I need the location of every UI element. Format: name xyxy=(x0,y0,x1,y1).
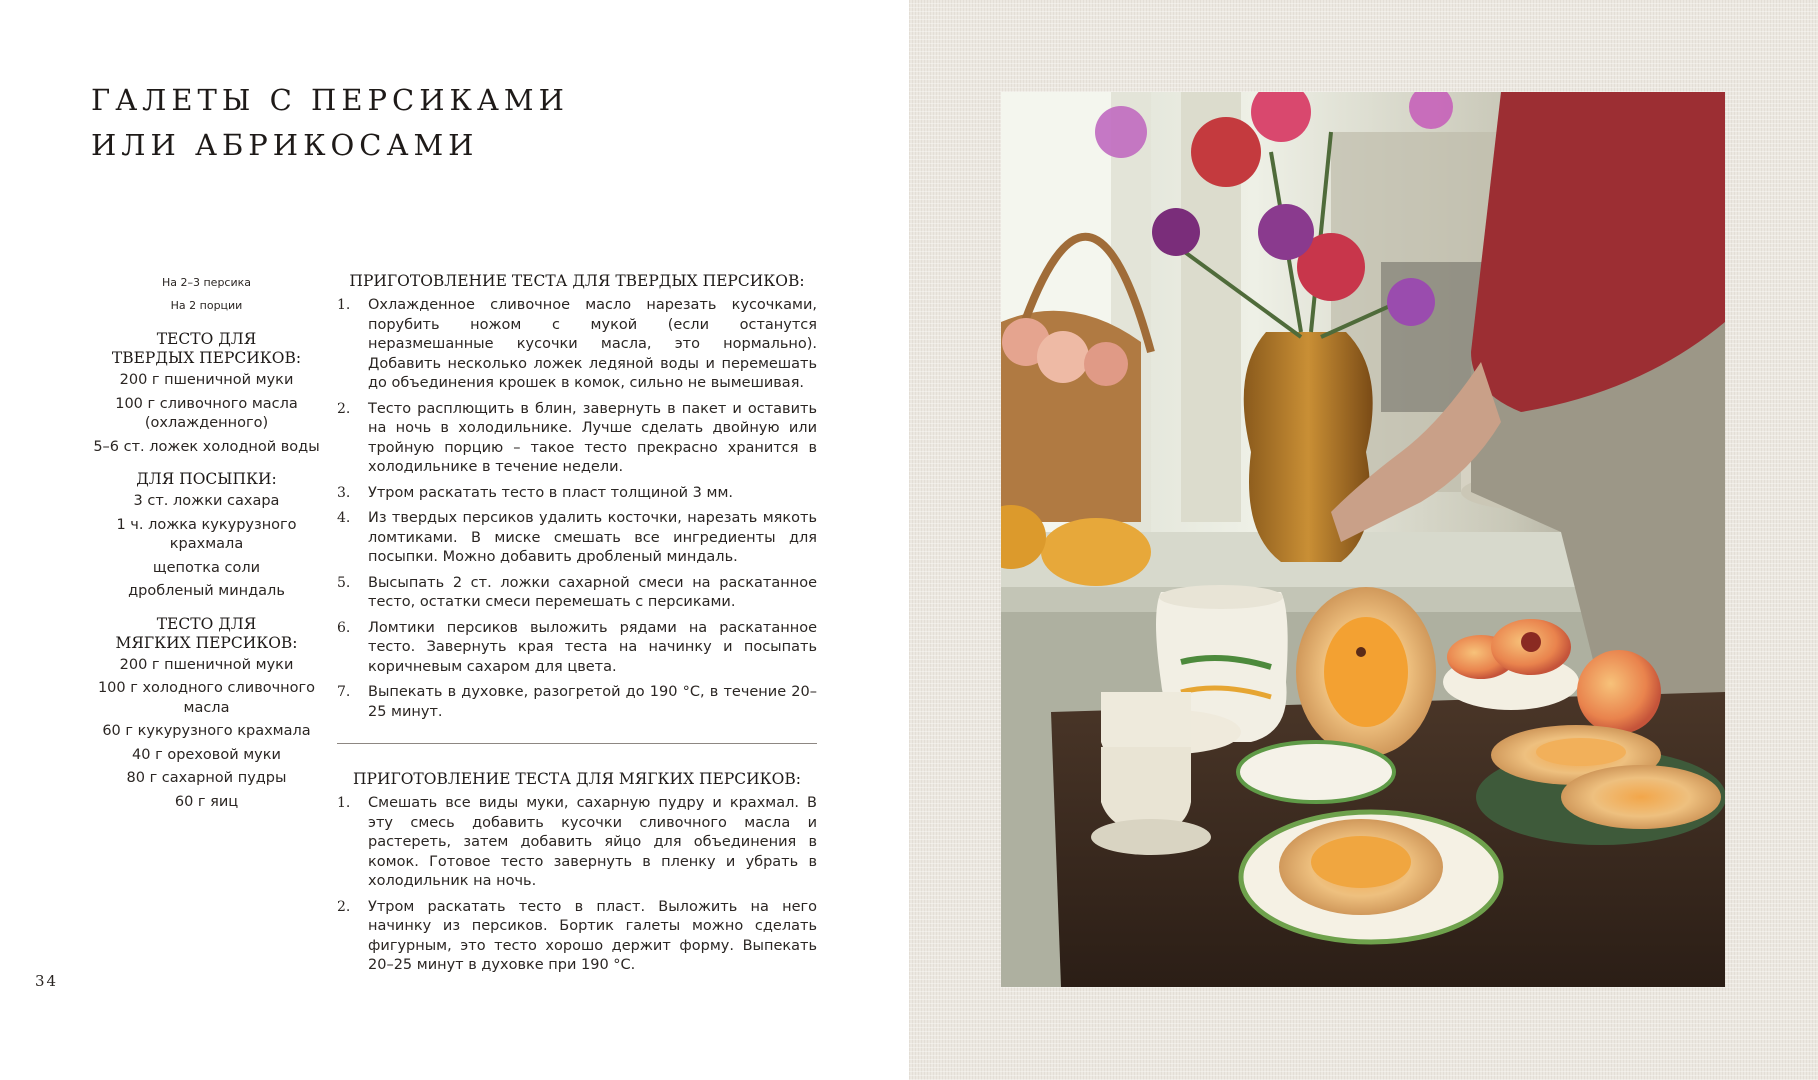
ingredient-item: 5–6 ст. ложек холодной воды xyxy=(93,438,320,455)
method-step xyxy=(337,400,817,478)
portions-note: На 2 порции xyxy=(170,299,243,312)
hard-dough-heading-line-1: ТЕСТО ДЛЯ xyxy=(156,330,257,348)
yield-note: На 2–3 персика xyxy=(161,276,252,289)
method-step xyxy=(337,509,817,568)
recipe-title-line-1: ГАЛЕТЫ С ПЕРСИКАМИ xyxy=(91,83,569,117)
ingredient-item: 3 ст. ложки сахара xyxy=(133,493,280,509)
step-number: 2. xyxy=(337,898,351,915)
method-column xyxy=(337,270,817,982)
step-number: 7. xyxy=(337,684,351,700)
recipe-title-line-2: ИЛИ АБРИКОСАМИ xyxy=(91,128,479,162)
method-step xyxy=(337,296,817,394)
step-text: Смешать все виды муки, сахарную пудру и крахмал. В эту смесь добавить кусочки сливочного масла и растереть, затем добавить яйцо для объединения в комок. Готовое тесто завернуть в пленку и убрать в холодильник на ночь. xyxy=(368,795,817,889)
step-text: Утром раскатать тесто в пласт толщиной 3 мм. xyxy=(368,484,733,501)
soft-method-steps xyxy=(337,794,817,976)
soft-method-heading: ПРИГОТОВЛЕНИЕ ТЕСТА ДЛЯ МЯГКИХ ПЕРСИКОВ: xyxy=(353,770,801,788)
recipe-photo-illustration xyxy=(1001,92,1725,987)
step-text: Охлажденное сливочное масло нарезать кусочками, порубить ножом с мукой (если останутся неразмешанные кусочки масла, это нормально). Добавить несколько ложек ледяной воды и перемешать до объединения крошек в комок, сильно не вымешивая. xyxy=(368,297,817,391)
step-number: 5. xyxy=(337,574,351,591)
ingredient-item: 1 ч. ложка кукурузного крахмала xyxy=(116,516,297,552)
recipe-photo xyxy=(1001,92,1725,987)
ingredients-column xyxy=(90,271,323,816)
ingredient-item: щепотка соли xyxy=(152,559,261,576)
method-step xyxy=(337,484,817,504)
step-number: 2. xyxy=(337,400,351,417)
ingredient-item: дробленый миндаль xyxy=(128,583,285,599)
soft-dough-heading-line-1: ТЕСТО ДЛЯ xyxy=(156,614,257,633)
topping-heading-text: ДЛЯ ПОСЫПКИ: xyxy=(136,470,277,488)
step-text: Из твердых персиков удалить косточки, нарезать мякоть ломтиками. В миске смешать все ингредиенты для посыпки. Можно добавить дробленый миндаль. xyxy=(368,510,817,565)
method-step xyxy=(337,619,817,678)
method-step xyxy=(337,898,817,976)
step-text: Утром раскатать тесто в пласт. Выложить на него начинку из персиков. Бортик галеты можно сделать фигурным, это тесто хорошо держит форму. Выпекать 20–25 минут в духовке при 190 °С. xyxy=(368,898,817,973)
hard-dough-heading xyxy=(90,330,323,368)
soft-dough-heading xyxy=(90,615,323,653)
step-number: 1. xyxy=(337,795,351,811)
method-step xyxy=(337,683,817,722)
ingredient-item: 200 г пшеничной муки xyxy=(119,372,294,388)
step-number: 6. xyxy=(337,619,351,636)
step-number: 3. xyxy=(337,484,351,501)
recipe-title xyxy=(91,78,791,168)
method-step xyxy=(337,574,817,613)
hard-dough-heading-line-2: ТВЕРДЫХ ПЕРСИКОВ: xyxy=(111,349,302,367)
hard-method-steps xyxy=(337,296,817,722)
ingredient-item: 100 г холодного сливочного масла xyxy=(97,680,316,716)
step-number: 1. xyxy=(337,297,351,313)
soft-dough-heading-line-2: МЯГКИХ ПЕРСИКОВ: xyxy=(115,633,298,652)
topping-heading xyxy=(90,470,323,489)
section-divider xyxy=(337,743,817,744)
step-number: 4. xyxy=(337,510,351,526)
hard-method-heading: ПРИГОТОВЛЕНИЕ ТЕСТА ДЛЯ ТВЕРДЫХ ПЕРСИКОВ: xyxy=(349,272,805,290)
ingredient-item: 40 г ореховой муки xyxy=(132,746,281,763)
method-step xyxy=(337,794,817,892)
ingredient-item: 80 г сахарной пудры xyxy=(126,770,287,786)
step-text: Тесто расплющить в блин, завернуть в пакет и оставить на ночь в холодильнике. Лучше сделать двойную или тройную порцию – такое тесто прекрасно хранится в холодильнике в течение недели. xyxy=(368,400,817,475)
step-text: Ломтики персиков выложить рядами на раскатанное тесто. Завернуть края теста на начинку и посыпать коричневым сахаром для цвета. xyxy=(368,619,817,675)
step-text: Выпекать в духовке, разогретой до 190 °С, в течение 20–25 минут. xyxy=(368,684,817,720)
step-text: Высыпать 2 ст. ложки сахарной смеси на раскатанное тесто, остатки смеси перемешать с персиками. xyxy=(368,574,817,610)
ingredient-item: 100 г сливочного масла (охлажденного) xyxy=(115,395,298,431)
ingredient-item: 60 г кукурузного крахмала xyxy=(102,723,311,739)
ingredient-item: 200 г пшеничной муки xyxy=(119,656,294,673)
ingredient-item: 60 г яиц xyxy=(174,793,239,810)
page-number: 34 xyxy=(35,972,59,990)
